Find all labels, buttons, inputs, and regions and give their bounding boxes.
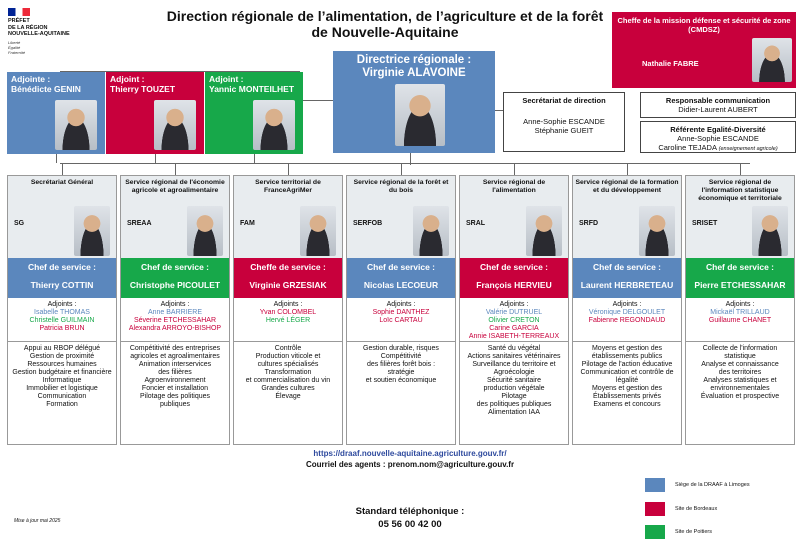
chef-label: Chef de service : bbox=[140, 262, 210, 272]
directrice-role: Directrice régionale : bbox=[356, 54, 472, 66]
mission-line: établissements publics bbox=[591, 353, 663, 360]
mission-line: Gestion de proximité bbox=[29, 353, 95, 360]
footer bbox=[250, 448, 570, 470]
connector-service bbox=[514, 163, 515, 175]
service-abbr: FAM bbox=[240, 220, 255, 227]
logo-motto-1: Liberté bbox=[8, 39, 21, 45]
adjoints-label: Adjoints : bbox=[725, 301, 755, 308]
directrice-photo bbox=[395, 84, 445, 146]
chef-name: Nicolas LECOEUR bbox=[363, 280, 439, 290]
service-header bbox=[8, 176, 116, 258]
adjoint-name: Annie ISABETH-TERREAUX bbox=[468, 333, 560, 340]
connector-service bbox=[627, 163, 628, 175]
chef-banner bbox=[460, 258, 568, 298]
standard-phone: 05 56 00 42 00 bbox=[378, 519, 442, 530]
chef-banner bbox=[347, 258, 455, 298]
mission-line: Grandes cultures bbox=[261, 385, 315, 392]
connector-service bbox=[401, 163, 402, 175]
chef-photo bbox=[752, 206, 788, 256]
logo-line-1: PRÉFET bbox=[8, 18, 30, 24]
service-header bbox=[460, 176, 568, 258]
chef-banner bbox=[573, 258, 681, 298]
chef-label: Chef de service : bbox=[366, 262, 436, 272]
adjoint-name: Mickaël TRILLAUD bbox=[710, 309, 770, 316]
mission-line: Moyens et gestion des bbox=[591, 345, 663, 352]
secretariat-person-2: Stéphanie GUEIT bbox=[534, 126, 594, 135]
directrice-name: Virginie ALAVOINE bbox=[362, 67, 466, 79]
title-line-1: Direction régionale de l’alimentation, de l’agriculture et de la forêt bbox=[166, 8, 604, 24]
chef-label: Chef de service : bbox=[27, 262, 97, 272]
adjoint-name: Alexandra ARROYO-BISHOP bbox=[128, 325, 222, 332]
adjoints-label: Adjoints : bbox=[273, 301, 303, 308]
mission-line: Contrôle bbox=[274, 345, 302, 352]
mission-line: Actions sanitaires vétérinaires bbox=[467, 353, 561, 360]
communication-box bbox=[640, 92, 796, 118]
mission-line: statistique bbox=[724, 353, 756, 360]
service-title: Service régional de l'alimentation bbox=[482, 179, 546, 194]
standard-label: Standard téléphonique : bbox=[355, 506, 465, 517]
chef-name: Laurent HERBRETEAU bbox=[580, 280, 674, 290]
service-title: Service régional de l'information statistique économique et territoriale bbox=[698, 179, 782, 202]
chef-label: Chef de service : bbox=[479, 262, 549, 272]
chef-photo bbox=[639, 206, 675, 256]
mission-line: Pilotage bbox=[501, 393, 527, 400]
chef-banner bbox=[8, 258, 116, 298]
service-title: Secrétariat Général bbox=[30, 179, 94, 186]
adjoints-list bbox=[8, 298, 116, 342]
adjoints-list bbox=[460, 298, 568, 342]
cmdsz-photo bbox=[752, 38, 792, 82]
service-abbr: SREAA bbox=[127, 220, 152, 227]
cmdsz-name: Nathalie FABRE bbox=[642, 58, 699, 68]
connector-services-bar bbox=[60, 163, 750, 164]
adjoint-name: Fabienne REGONDAUD bbox=[588, 317, 666, 324]
adjoint-name: Guillaume CHANET bbox=[708, 317, 772, 324]
mission-line: Évaluation et prospective bbox=[700, 393, 780, 400]
page-title bbox=[140, 8, 630, 40]
adjoints-list bbox=[573, 298, 681, 342]
chef-photo bbox=[187, 206, 223, 256]
adjoint-photo bbox=[154, 100, 196, 150]
prefet-logo bbox=[8, 8, 126, 58]
legend-swatch bbox=[645, 478, 665, 492]
service-abbr: SG bbox=[14, 220, 25, 227]
chef-name: Thierry COTTIN bbox=[30, 280, 94, 290]
mission-line: Agroenvironnement bbox=[144, 377, 206, 384]
chef-photo bbox=[300, 206, 336, 256]
adjoint-name: Carine GARCIA bbox=[489, 325, 539, 332]
adjoint-name: Patricia BRUN bbox=[39, 325, 85, 332]
mission-line: Gestion budgétaire et financière bbox=[12, 369, 112, 376]
mission-line: Analyse et connaissance bbox=[701, 361, 779, 368]
mission-line: des filières bbox=[158, 369, 192, 376]
service-header bbox=[234, 176, 342, 258]
connector-adjoint bbox=[56, 154, 57, 163]
mission-line: environnementales bbox=[710, 385, 770, 392]
adjoints-label: Adjoints : bbox=[499, 301, 529, 308]
legend-item-limoges bbox=[645, 478, 795, 492]
mission-line: Communication bbox=[37, 393, 87, 400]
communication-name: Didier-Laurent AUBERT bbox=[678, 105, 758, 114]
mission-line: publiques bbox=[160, 401, 190, 408]
adjoints-label: Adjoints : bbox=[612, 301, 642, 308]
mission-line: Élevage bbox=[275, 393, 301, 400]
missions-list bbox=[686, 342, 794, 404]
egalite-box bbox=[640, 121, 796, 153]
connector-service bbox=[62, 163, 63, 175]
mission-line: Appui au RBOP délégué bbox=[23, 345, 101, 352]
adjoint-photo bbox=[55, 100, 97, 150]
adjoint-card-monteilhet bbox=[205, 72, 303, 154]
standard-box bbox=[290, 505, 530, 531]
mission-line: production végétale bbox=[483, 385, 545, 392]
mission-line: Production viticole et bbox=[255, 353, 321, 360]
mission-line: Foncier et installation bbox=[141, 385, 209, 392]
mission-line: Surveillance du territoire et bbox=[472, 361, 556, 368]
service-title: Service régional de la formation et du développement bbox=[575, 179, 679, 194]
service-abbr: SRISET bbox=[692, 220, 718, 227]
adjoint-photo bbox=[253, 100, 295, 150]
service-header bbox=[347, 176, 455, 258]
title-line-2: de Nouvelle-Aquitaine bbox=[311, 24, 459, 40]
missions-list bbox=[234, 342, 342, 404]
egalite-person-2: Caroline TEJADA bbox=[658, 143, 717, 152]
egalite-title: Référente Egalité-Diversité bbox=[670, 125, 766, 134]
missions-list bbox=[347, 342, 455, 388]
adjoint-card-genin bbox=[7, 72, 105, 154]
chef-name: Christophe PICOULET bbox=[129, 280, 221, 290]
chef-label: Chef de service : bbox=[705, 262, 775, 272]
draaf-website-link[interactable]: https://draaf.nouvelle-aquitaine.agriculture.gouv.fr/ bbox=[313, 449, 507, 458]
legend-item-poitiers bbox=[645, 525, 795, 539]
adjoints-list bbox=[234, 298, 342, 342]
adjoint-name: Christelle GUILMAIN bbox=[29, 317, 95, 324]
adjoint-name: Sophie DANTHEZ bbox=[372, 309, 430, 316]
service-header bbox=[121, 176, 229, 258]
service-abbr: SRAL bbox=[466, 220, 486, 227]
legend-label: Siège de la DRAAF à Limoges bbox=[675, 482, 750, 488]
chef-banner bbox=[121, 258, 229, 298]
mission-line: Sécurité sanitaire bbox=[486, 377, 542, 384]
adjoint-name: Yvan COLOMBEL bbox=[259, 309, 317, 316]
legend-label: Site de Poitiers bbox=[675, 529, 712, 535]
service-title: Service régional de l'économie agricole et agroalimentaire bbox=[125, 179, 225, 194]
mission-line: Santé du végétal bbox=[487, 345, 541, 352]
mission-line: des politiques publiques bbox=[476, 401, 552, 408]
service-title: Service régional de la forêt et du bois bbox=[353, 179, 449, 194]
mission-line: Immobilier et logistique bbox=[26, 385, 98, 392]
legend-item-bordeaux bbox=[645, 502, 795, 516]
mission-line: Animation interservices bbox=[138, 361, 212, 368]
chef-banner bbox=[234, 258, 342, 298]
logo-line-2: DE LA RÉGION bbox=[8, 24, 48, 31]
chef-banner bbox=[686, 258, 794, 298]
mission-line: et soutien économique bbox=[365, 377, 437, 384]
chef-name: François HERVIEU bbox=[476, 280, 552, 290]
adjoints-label: Adjoints : bbox=[386, 301, 416, 308]
mission-line: Établissements privés bbox=[592, 393, 662, 400]
adjoint-name: Loïc CARTAU bbox=[379, 317, 423, 324]
logo-line-3: NOUVELLE-AQUITAINE bbox=[8, 31, 70, 37]
service-column-srfd bbox=[572, 175, 682, 445]
cmdsz-box bbox=[612, 12, 796, 88]
egalite-person-1: Anne-Sophie ESCANDE bbox=[677, 134, 759, 143]
secretariat-direction-box bbox=[503, 92, 625, 152]
adjoint-name: Anne BARRIERE bbox=[147, 309, 203, 316]
connector-adjoint bbox=[155, 154, 156, 163]
cmdsz-title: Cheffe de la mission défense et sécurité de zone (CMDSZ) bbox=[617, 16, 791, 34]
mission-line: Collecte de l'information bbox=[702, 345, 778, 352]
mission-line: Compétitivité bbox=[380, 353, 422, 360]
mission-line: Formation bbox=[46, 401, 78, 408]
legend-swatch bbox=[645, 525, 665, 539]
adjoint-name: Séverine ETCHESSAHAR bbox=[133, 317, 217, 324]
adjoint-name: Yannic MONTEILHET bbox=[209, 84, 295, 94]
adjoint-name: Thierry TOUZET bbox=[110, 84, 176, 94]
adjoints-list bbox=[347, 298, 455, 342]
service-column-fam bbox=[233, 175, 343, 445]
mission-line: Pilotage des politiques bbox=[139, 393, 211, 400]
egalite-person-2-note: (enseignement agricole) bbox=[718, 146, 778, 152]
secretariat-title: Secrétariat de direction bbox=[522, 96, 606, 105]
service-title: Service territorial de FranceAgriMer bbox=[255, 179, 321, 194]
adjoint-name: Isabelle THOMAS bbox=[34, 309, 90, 316]
marianne-flag-icon bbox=[8, 8, 30, 16]
adjoint-name: Olivier CRETON bbox=[488, 317, 540, 324]
mission-line: Analyses statistiques et bbox=[703, 377, 777, 384]
adjoints-list bbox=[121, 298, 229, 342]
mission-line: stratégie bbox=[387, 369, 415, 376]
secretariat-person-1: Anne-Sophie ESCANDE bbox=[523, 117, 605, 126]
chef-name: Virginie GRZESIAK bbox=[249, 280, 327, 290]
connector-service bbox=[740, 163, 741, 175]
mission-line: des filières forêt bois : bbox=[366, 361, 436, 368]
courriel-text: Courriel des agents : prenom.nom@agriculture.gouv.fr bbox=[305, 460, 515, 469]
logo-motto-2: Égalité bbox=[8, 44, 21, 50]
adjoint-name: Valérie DUTRUEL bbox=[485, 309, 543, 316]
mission-line: et commercialisation du vin bbox=[245, 377, 331, 384]
connector-service bbox=[175, 163, 176, 175]
missions-list bbox=[460, 342, 568, 420]
chef-name: Pierre ETCHESSAHAR bbox=[694, 280, 786, 290]
adjoint-role: Adjoint : bbox=[209, 74, 244, 84]
mission-line: Transformation bbox=[264, 369, 312, 376]
mission-line: Alimentation IAA bbox=[488, 409, 540, 416]
mission-line: cultures spécialisés bbox=[257, 361, 319, 368]
connector-service bbox=[288, 163, 289, 175]
mission-line: légalité bbox=[615, 377, 639, 384]
chef-photo bbox=[413, 206, 449, 256]
service-header bbox=[573, 176, 681, 258]
mission-line: Pilotage de l'action éducative bbox=[581, 361, 673, 368]
mission-line: Ressources humaines bbox=[27, 361, 97, 368]
chef-label: Chef de service : bbox=[592, 262, 662, 272]
missions-list bbox=[121, 342, 229, 412]
adjoints-list bbox=[686, 298, 794, 342]
service-header bbox=[686, 176, 794, 258]
chef-photo bbox=[74, 206, 110, 256]
connector-staff bbox=[495, 110, 503, 111]
connector-directrice-adjoints bbox=[300, 100, 333, 101]
mission-line: Compétitivité des entreprises agricoles et agroalimentaires bbox=[129, 345, 221, 360]
legend-swatch bbox=[645, 502, 665, 516]
logo-motto-3: Fraternité bbox=[8, 49, 26, 55]
missions-list bbox=[8, 342, 116, 412]
chef-photo bbox=[526, 206, 562, 256]
mission-line: Gestion durable, risques bbox=[363, 345, 439, 352]
communication-title: Responsable communication bbox=[665, 96, 771, 105]
service-column-sriset bbox=[685, 175, 795, 445]
legend-label: Site de Bordeaux bbox=[675, 506, 718, 512]
adjoint-role: Adjointe : bbox=[11, 74, 51, 84]
adjoint-name: Véronique DELGOULET bbox=[588, 309, 666, 316]
service-abbr: SRFD bbox=[579, 220, 599, 227]
connector-adjoint bbox=[254, 154, 255, 163]
adjoint-name: Bénédicte GENIN bbox=[11, 84, 81, 94]
mission-line: Informatique bbox=[42, 377, 82, 384]
missions-list bbox=[573, 342, 681, 412]
mission-line: Examens et concours bbox=[593, 401, 661, 408]
update-date: Mise à jour mai 2025 bbox=[14, 518, 61, 524]
mission-line: des territoires bbox=[718, 369, 762, 376]
directrice-box bbox=[333, 51, 495, 153]
adjoint-name: Hervé LÉGER bbox=[265, 317, 311, 324]
adjoints-label: Adjoints : bbox=[160, 301, 190, 308]
adjoint-card-touzet bbox=[106, 72, 204, 154]
mission-line: Agroécologie bbox=[493, 369, 535, 376]
adjoint-role: Adjoint : bbox=[110, 74, 145, 84]
chef-label: Cheffe de service : bbox=[250, 262, 326, 272]
service-column-sg bbox=[7, 175, 117, 445]
service-column-sreaa bbox=[120, 175, 230, 445]
mission-line: Communication et contrôle de bbox=[580, 369, 674, 376]
service-column-sral bbox=[459, 175, 569, 445]
service-abbr: SERFOB bbox=[353, 220, 383, 227]
mission-line: Moyens et gestion des bbox=[591, 385, 663, 392]
adjoints-label: Adjoints : bbox=[47, 301, 77, 308]
service-column-serfob bbox=[346, 175, 456, 445]
